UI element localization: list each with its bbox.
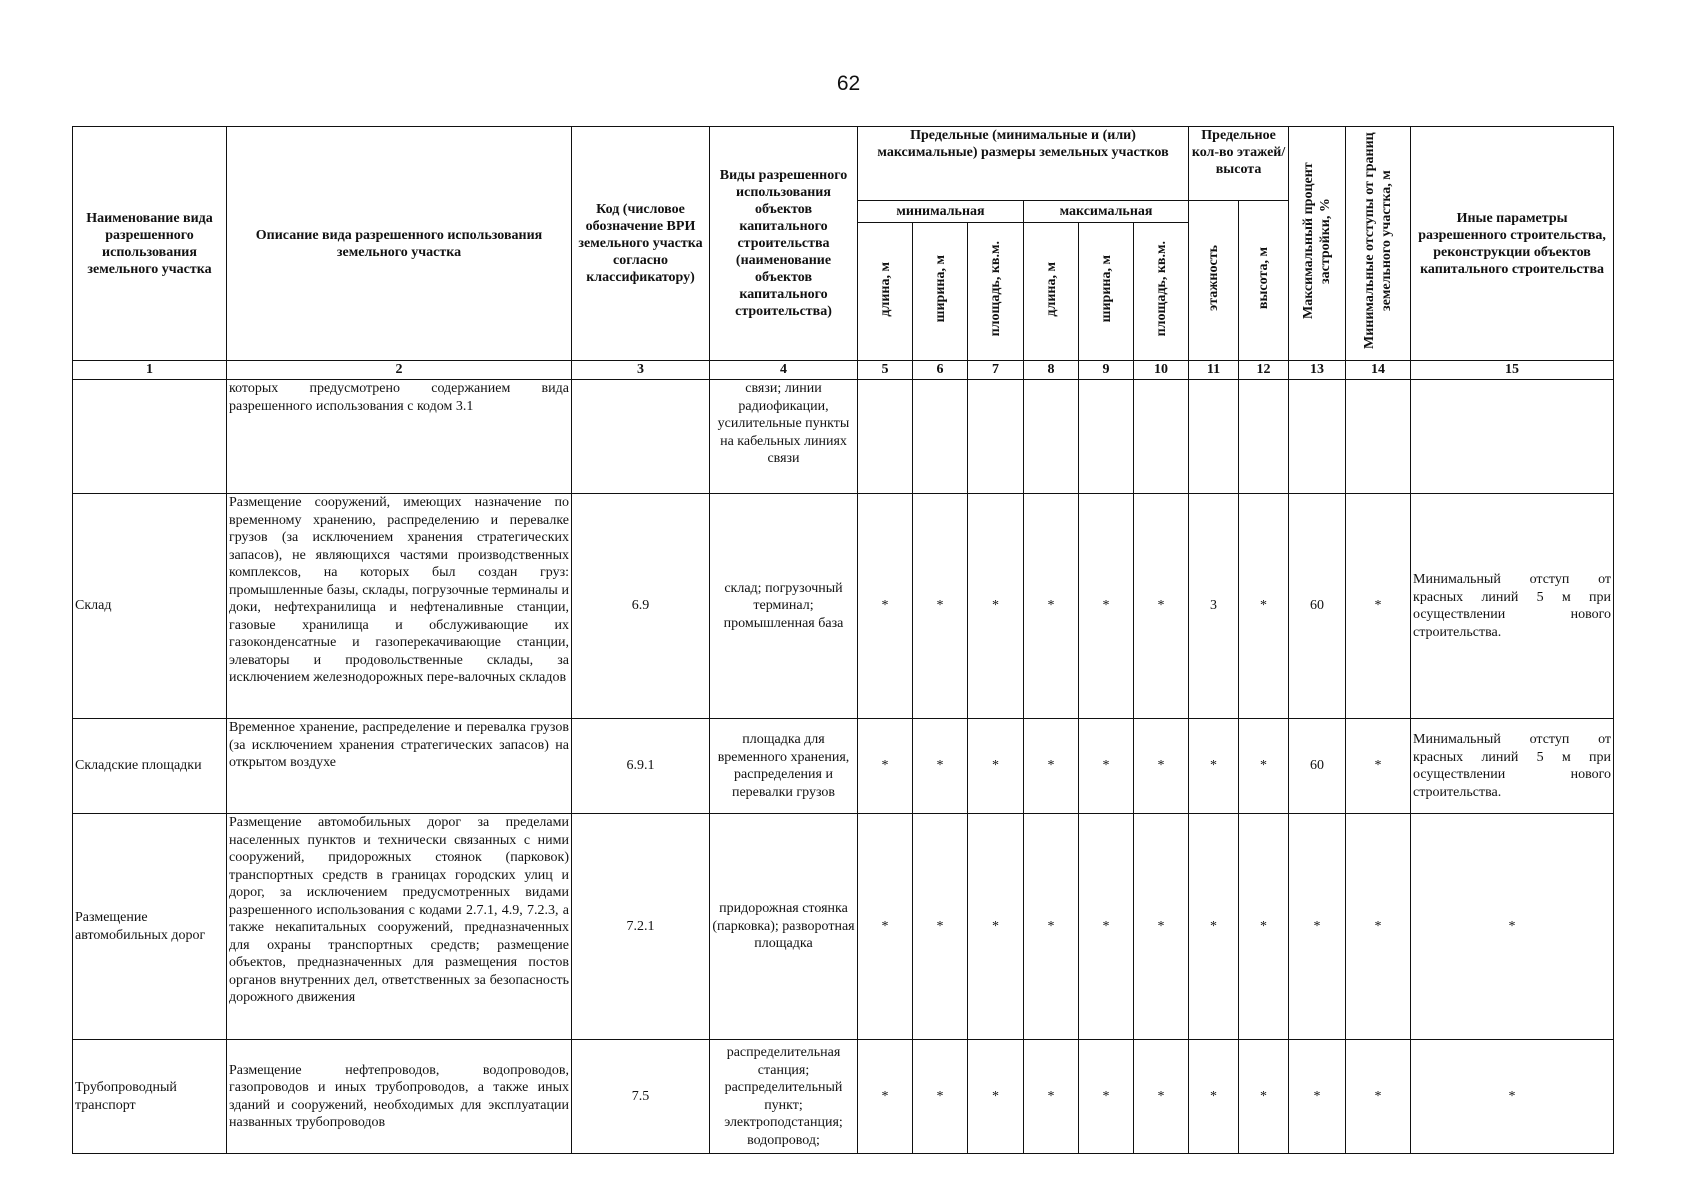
column-number: 13 [1289,361,1346,380]
cell-param: * [913,719,968,814]
cell-param: * [913,1040,968,1154]
cell-code: 7.5 [572,1040,710,1154]
cell-other: Минимальный отступ от красных линий 5 м при осуществлении нового строительства. [1411,719,1614,814]
header-other-params: Иные параметры разрешенного строительства, реконструкции объектов капитального строительства [1411,127,1614,361]
cell-param: 60 [1289,494,1346,719]
cell-name: Размещение автомобильных дорог [73,814,227,1040]
cell-param: * [1189,814,1239,1040]
column-number: 3 [572,361,710,380]
header-minimum: минимальная [858,201,1024,223]
cell-param [858,380,913,494]
cell-param: * [1024,494,1079,719]
cell-other: * [1411,814,1614,1040]
cell-param [1346,380,1411,494]
cell-other: * [1411,1040,1614,1154]
header-floors-height-group: Предельное кол-во этажей/ высота [1189,127,1289,201]
column-number: 5 [858,361,913,380]
cell-name: Трубопроводный транспорт [73,1040,227,1154]
cell-param: * [1134,494,1189,719]
cell-description: которых предусмотрено содержанием вида разрешенного использования с кодом 3.1 [227,380,572,494]
header-height: высота, м [1239,201,1289,361]
table-row [73,719,1614,814]
cell-param [1189,380,1239,494]
cell-param: * [968,494,1024,719]
column-number: 2 [227,361,572,380]
cell-param: 60 [1289,719,1346,814]
cell-param: * [1289,1040,1346,1154]
cell-objects: склад; погрузочный терминал; промышленная база [710,494,858,719]
table-row [73,1040,1614,1154]
header-max-width: ширина, м [1079,223,1134,361]
column-number: 15 [1411,361,1614,380]
cell-name: Складские площадки [73,719,227,814]
cell-objects: площадка для временного хранения, распределения и перевалки грузов [710,719,858,814]
header-min-setbacks: Минимальные отступы от границ земельного участка, м [1346,127,1411,361]
column-number: 8 [1024,361,1079,380]
cell-param: * [1079,719,1134,814]
cell-param: * [1079,494,1134,719]
cell-param: * [1134,1040,1189,1154]
cell-param: * [1189,719,1239,814]
header-building-types: Виды разрешенного использования объектов капитального строительства (наименование объектов капитального строительства) [710,127,858,361]
cell-param [1024,380,1079,494]
cell-param: * [1346,814,1411,1040]
cell-param: * [1346,719,1411,814]
table-row [73,380,1614,494]
header-code: Код (числовое обозначение ВРИ земельного участка согласно классификатору) [572,127,710,361]
cell-param [1079,380,1134,494]
cell-code [572,380,710,494]
column-number: 10 [1134,361,1189,380]
cell-param: * [1239,1040,1289,1154]
cell-param: * [1079,814,1134,1040]
cell-param [968,380,1024,494]
column-number: 7 [968,361,1024,380]
header-min-area: площадь, кв.м. [968,223,1024,361]
cell-code: 7.2.1 [572,814,710,1040]
header-description: Описание вида разрешенного использования земельного участка [227,127,572,361]
header-max-length: длина, м [1024,223,1079,361]
cell-param: * [1024,719,1079,814]
column-number: 14 [1346,361,1411,380]
cell-param: * [858,719,913,814]
column-number: 6 [913,361,968,380]
cell-param: * [1134,719,1189,814]
cell-other [1411,380,1614,494]
cell-other: Минимальный отступ от красных линий 5 м при осуществлении нового строительства. [1411,494,1614,719]
column-number: 1 [73,361,227,380]
cell-param [913,380,968,494]
cell-param: * [858,1040,913,1154]
cell-param [1134,380,1189,494]
cell-param: * [968,1040,1024,1154]
cell-param: 3 [1189,494,1239,719]
table-row [73,494,1614,719]
cell-description: Размещение автомобильных дорог за пределами населенных пунктов и технически связанных с ними сооружений, придорожных стоянок (парковок) транспортных средств в границах городских улиц и дорог, за исключением предусмотренных видами разрешенного использования с кодами 2.7.1, 4.9, 7.2.3, а также некапитальных сооружений, предназначенных для охраны транспортных средств; размещение объектов, предназначенных для размещения постов органов внутренних дел, ответственных за безопасность дорожного движения [227,814,572,1040]
column-number: 4 [710,361,858,380]
header-min-width: ширина, м [913,223,968,361]
cell-param [1289,380,1346,494]
column-number: 11 [1189,361,1239,380]
cell-param: * [1079,1040,1134,1154]
header-max-area: площадь, кв.м. [1134,223,1189,361]
column-number-row [73,361,1614,380]
header-maximum: максимальная [1024,201,1189,223]
page-number: 62 [836,72,861,95]
cell-param: * [1239,719,1289,814]
header-floors: этажность [1189,201,1239,361]
cell-param: * [968,814,1024,1040]
header-land-use-name: Наименование вида разрешенного использования земельного участка [73,127,227,361]
land-use-regulations-table [72,126,1614,1154]
cell-param: * [858,494,913,719]
cell-param: * [913,814,968,1040]
column-number: 12 [1239,361,1289,380]
cell-param: * [1346,1040,1411,1154]
cell-param: * [1289,814,1346,1040]
cell-param [1239,380,1289,494]
cell-param: * [1239,814,1289,1040]
cell-param: * [858,814,913,1040]
cell-param: * [1346,494,1411,719]
header-plot-size-limits: Предельные (минимальные и (или) максимальные) размеры земельных участков [858,127,1189,201]
cell-description: Размещение нефтепроводов, водопроводов, газопроводов и иных трубопроводов, а также иных зданий и сооружений, необходимых для эксплуатации названных трубопроводов [227,1040,572,1154]
cell-description: Временное хранение, распределение и перевалка грузов (за исключением хранения стратегических запасов) на открытом воздухе [227,719,572,814]
cell-description: Размещение сооружений, имеющих назначение по временному хранению, распределению и перевалке грузов (за исключением хранения стратегических запасов), не являющихся частями производственных комплексов, на которых был создан груз: промышленные базы, склады, погрузочные терминалы и доки, нефтехранилища и нефтеналивные станции, газовые хранилища и обслуживающие их газоконденсатные и газоперекачивающие станции, элеваторы и продовольственные склады, за исключением железнодорожных пере-валочных складов [227,494,572,719]
cell-param: * [1239,494,1289,719]
cell-param: * [1134,814,1189,1040]
cell-param: * [1189,1040,1239,1154]
cell-objects: распределительная станция; распределительный пункт; электроподстанция; водопровод; [710,1040,858,1154]
cell-param: * [913,494,968,719]
header-min-length: длина, м [858,223,913,361]
table-row [73,814,1614,1040]
cell-objects: придорожная стоянка (парковка); разворотная площадка [710,814,858,1040]
cell-code: 6.9 [572,494,710,719]
column-number: 9 [1079,361,1134,380]
cell-name [73,380,227,494]
cell-name: Склад [73,494,227,719]
cell-param: * [968,719,1024,814]
cell-param: * [1024,814,1079,1040]
header-max-coverage: Максимальный процент застройки, % [1289,127,1346,361]
cell-code: 6.9.1 [572,719,710,814]
cell-param: * [1024,1040,1079,1154]
cell-objects: связи; линии радиофикации, усилительные пункты на кабельных линиях связи [710,380,858,494]
